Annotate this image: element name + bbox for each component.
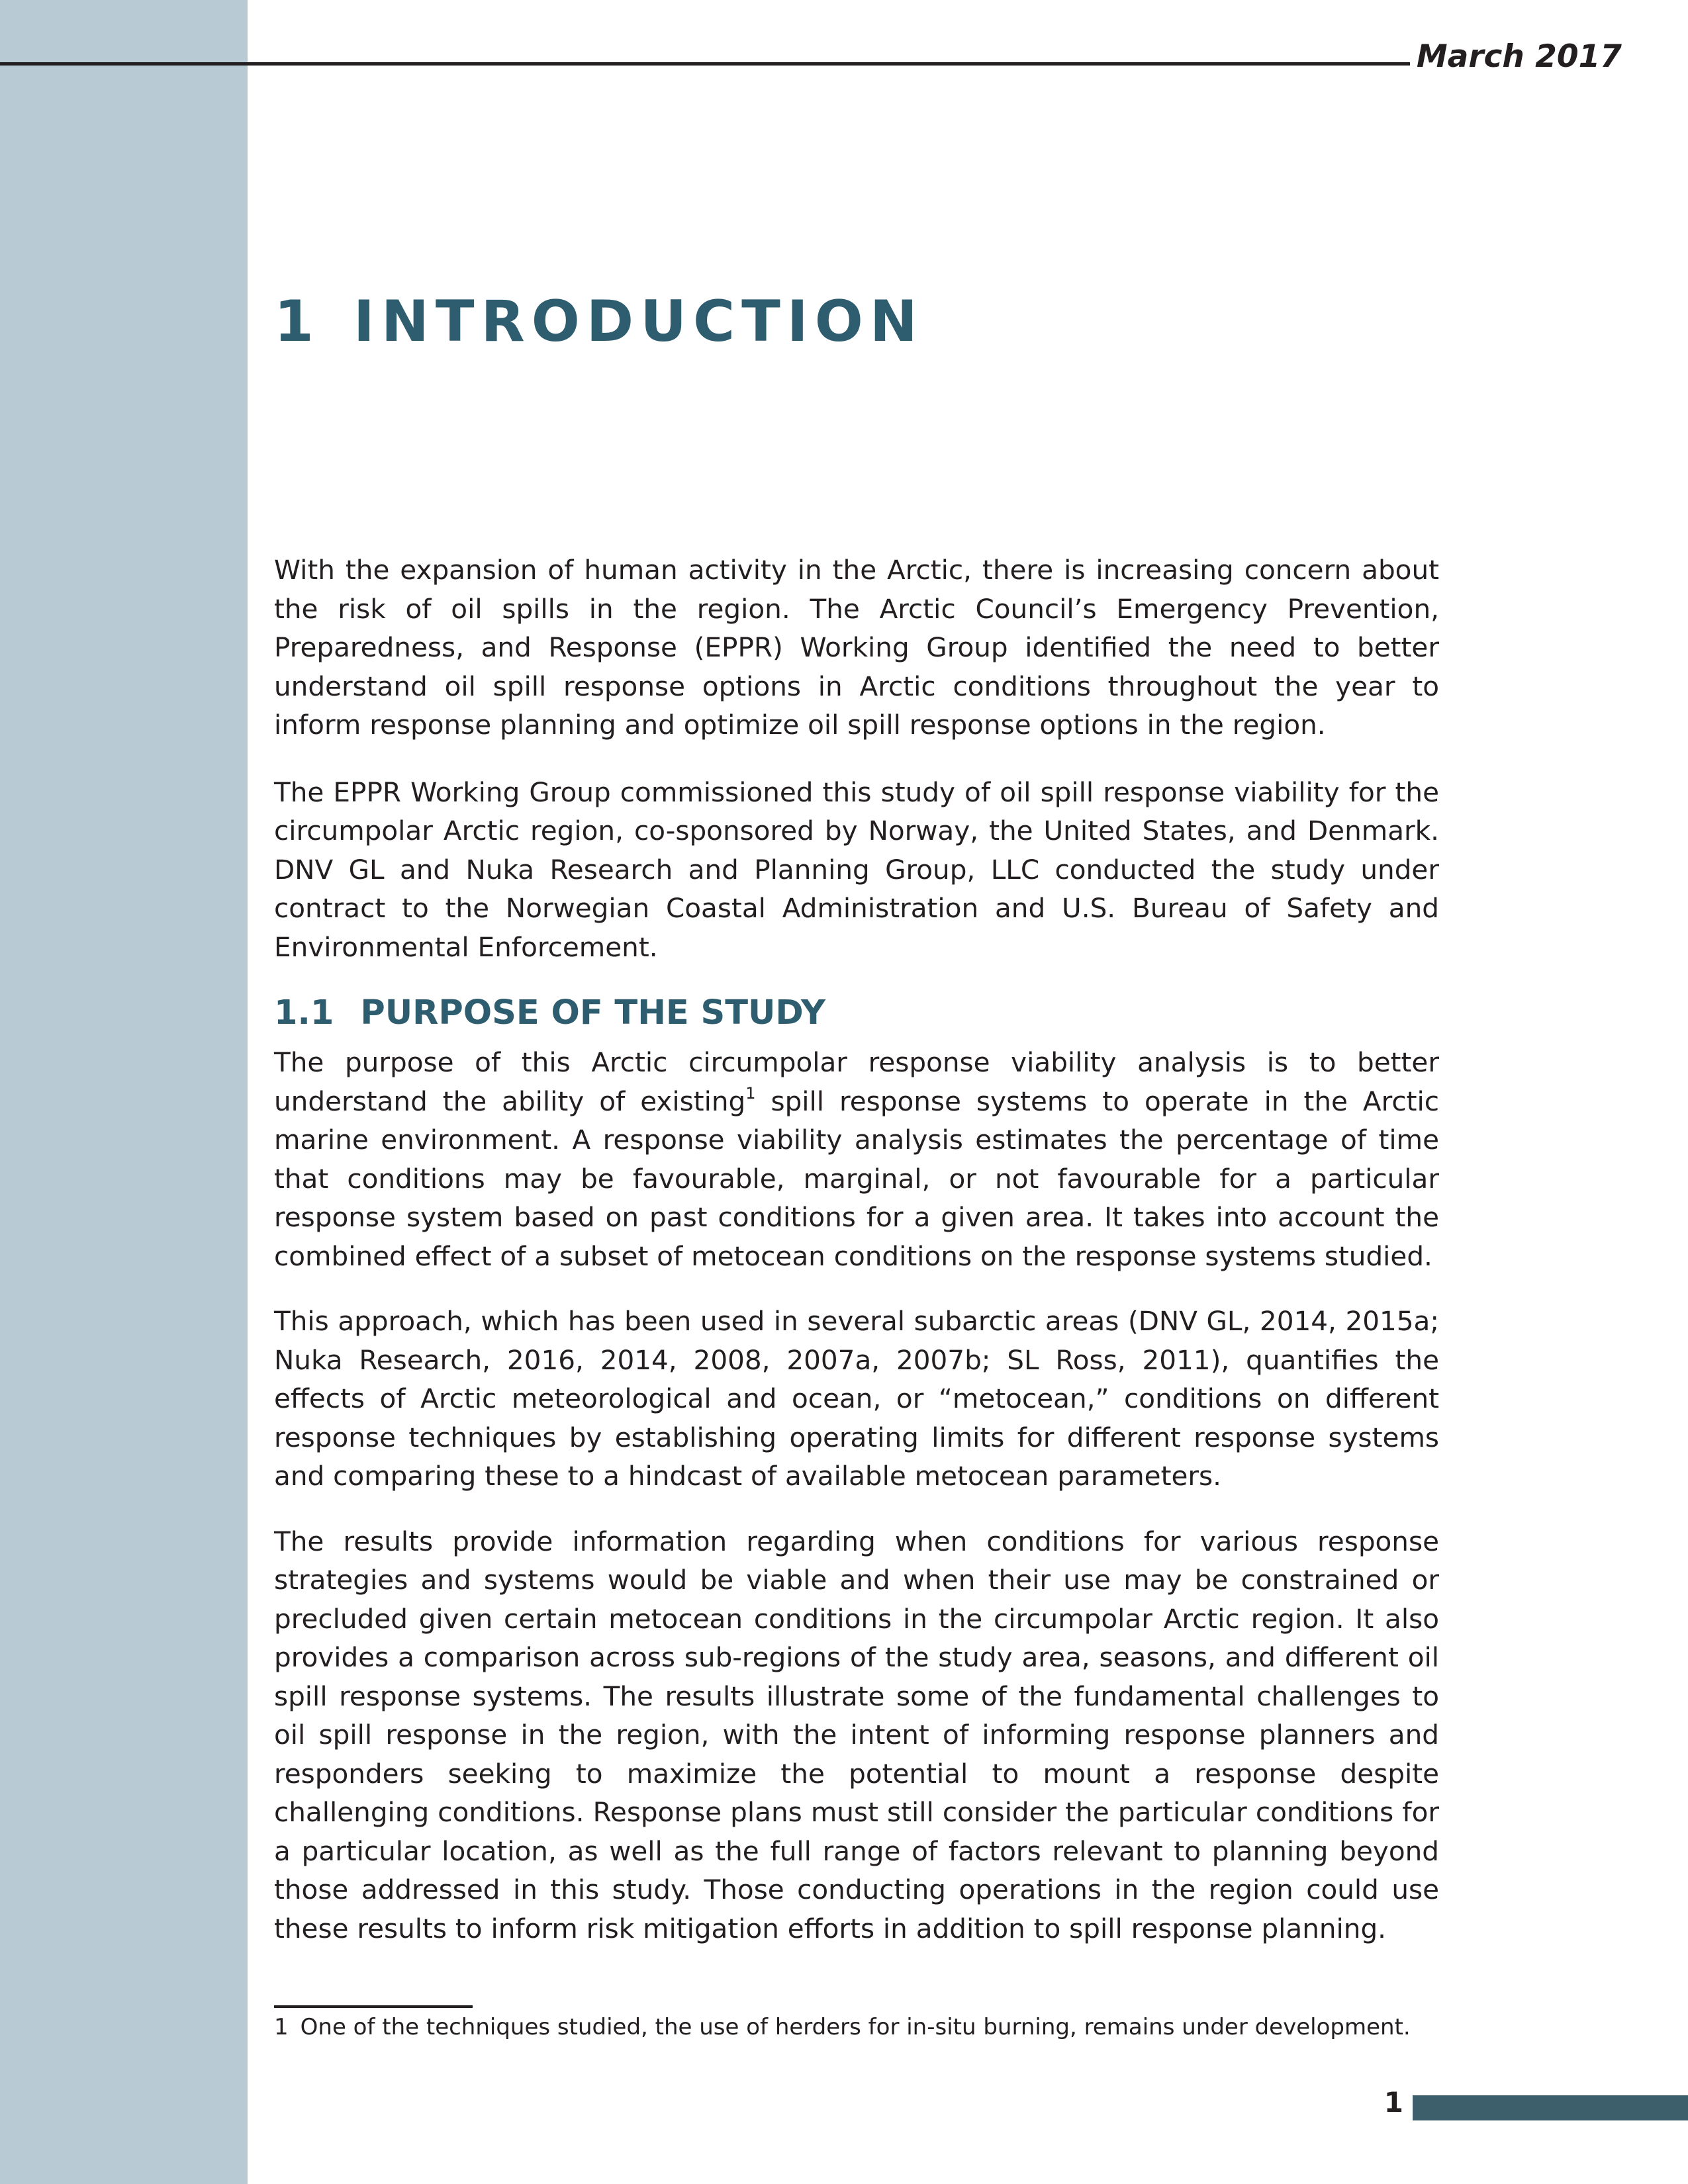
body-content xyxy=(274,551,1439,1974)
section-paragraph-1 xyxy=(274,1043,1439,1275)
footnote-rule xyxy=(274,2005,473,2008)
footnote-number: 1 xyxy=(274,2014,289,2040)
sidebar-band xyxy=(0,0,248,2184)
section-title: PURPOSE OF THE STUDY xyxy=(360,993,825,1032)
footnote xyxy=(274,2012,1466,2042)
intro-paragraph-1: With the expansion of human activity in the Arctic, there is increasing concern about the risk of oil spills in the region. The Arctic Council’s Emergency Prevention, Preparedness, and Response (EPPR) Working Group identified the need to better understand oil spill response options in Arctic conditions throughout the year to inform response planning and optimize oil spill response options in the region. xyxy=(274,554,1439,741)
section-heading xyxy=(274,993,1439,1034)
footnote-reference[interactable]: 1 xyxy=(745,1083,756,1103)
footnote-text: One of the techniques studied, the use of herders for in-situ burning, remains under development. xyxy=(300,2014,1411,2040)
page-number-bar xyxy=(1413,2095,1688,2120)
chapter-title xyxy=(274,289,924,355)
section-paragraph-2: This approach, which has been used in several subarctic areas (DNV GL, 2014, 2015a; Nuka Research, 2016, 2014, 2008, 2007a, 2007b; SL Ross, 2011), quantifies the effects of Arctic meteorological and ocean, or “metocean,” conditions on different response techniques by establishing operating limits for different response systems and comparing these to a hindcast of available metocean parameters. xyxy=(274,1305,1439,1492)
section-paragraph-3: The results provide information regarding when conditions for various response strategies and systems would be viable and when their use may be constrained or precluded given certain metocean conditions in the circumpolar Arctic region. It also provides a comparison across sub-regions of the study area, seasons, and different oil spill response systems. The results illustrate some of the fundamental challenges to oil spill response in the region, with the intent of informing response planners and responders seeking to maximize the potential to mount a response despite challenging conditions. Response plans must still consider the particular conditions for a particular location, as well as the full range of factors relevant to planning beyond those addressed in this study. Those conducting operations in the region could use these results to inform risk mitigation efforts in addition to spill response planning. xyxy=(274,1525,1439,1944)
header-date: March 2017 xyxy=(1416,38,1622,75)
section-number: 1.1 xyxy=(274,993,334,1032)
section-paragraph-1-end: spill response systems to operate in the Arctic marine environment. A response viability analysis estimates the percentage of time that conditions may be favourable, marginal, or not favourable for a particular response system based on past conditions for a given area. It takes into account the combined effect of a subset of metocean conditions on the response systems studied. xyxy=(274,1085,1439,1272)
page-number: 1 xyxy=(1383,2086,1403,2118)
section-paragraph-1-start: The purpose of this Arctic circumpolar response viability analysis is to better understand the ability of existing xyxy=(274,1046,1439,1117)
header-rule xyxy=(0,62,1410,66)
chapter-title-text: INTRODUCTION xyxy=(353,289,924,355)
chapter-number: 1 xyxy=(274,289,320,355)
intro-paragraph-2: The EPPR Working Group commissioned this study of oil spill response viability for the circumpolar Arctic region, co-sponsored by Norway, the United States, and Denmark. DNV GL and Nuka Research and Planning Group, LLC conducted the study under contract to the Norwegian Coastal Administration and U.S. Bureau of Safety and Environmental Enforcement. xyxy=(274,776,1439,963)
